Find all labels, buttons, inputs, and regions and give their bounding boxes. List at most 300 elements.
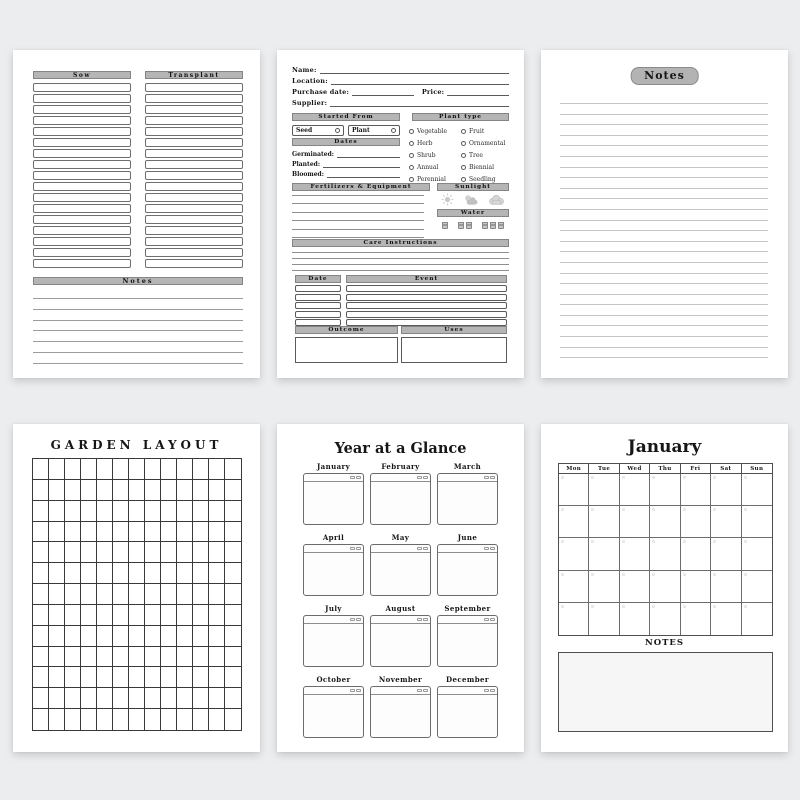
garden-grid-cell[interactable] [193,605,209,626]
entry-box[interactable] [145,149,243,158]
calendar-day-cell[interactable] [650,603,680,635]
calendar-day-cell[interactable] [559,571,589,603]
plant-type-option[interactable] [409,161,459,173]
note-line[interactable] [560,315,768,316]
garden-grid-cell[interactable] [33,605,49,626]
calendar-day-cell[interactable] [589,538,619,570]
radio-icon[interactable] [461,129,466,134]
garden-grid-cell[interactable] [81,501,97,522]
garden-grid-cell[interactable] [145,667,161,688]
calendar-day-cell[interactable] [742,603,772,635]
note-line[interactable] [33,341,243,342]
garden-grid-cell[interactable] [193,709,209,730]
radio-icon[interactable] [409,129,414,134]
uses-box[interactable] [401,337,507,363]
month-box[interactable] [437,686,498,738]
garden-grid-cell[interactable] [193,459,209,480]
garden-grid-cell[interactable] [193,667,209,688]
entry-box[interactable] [33,182,131,191]
garden-grid-cell[interactable] [97,688,113,709]
garden-grid-cell[interactable] [129,542,145,563]
garden-grid-cell[interactable] [129,480,145,501]
plant-type-option[interactable] [409,137,459,149]
garden-grid-cell[interactable] [81,709,97,730]
garden-grid-cell[interactable] [33,626,49,647]
garden-grid-cell[interactable] [49,459,65,480]
plant-type-option[interactable] [409,125,459,137]
garden-grid-cell[interactable] [33,563,49,584]
calendar-day-cell[interactable] [559,474,589,506]
garden-grid-cell[interactable] [129,459,145,480]
garden-grid-cell[interactable] [97,563,113,584]
garden-grid-cell[interactable] [33,584,49,605]
garden-grid-cell[interactable] [81,584,97,605]
garden-grid-cell[interactable] [113,709,129,730]
calendar-day-cell[interactable] [711,603,741,635]
garden-grid-cell[interactable] [225,647,241,668]
garden-grid-cell[interactable] [129,522,145,543]
radio-icon[interactable] [409,141,414,146]
date-field[interactable] [292,148,400,158]
calendar-notes-box[interactable] [558,652,773,732]
garden-grid-cell[interactable] [81,480,97,501]
note-line[interactable] [560,273,768,274]
calendar-day-cell[interactable] [620,603,650,635]
water-amount-option[interactable] [458,222,472,229]
garden-grid-cell[interactable] [193,480,209,501]
garden-grid-cell[interactable] [145,605,161,626]
garden-grid-cell[interactable] [81,542,97,563]
log-date-box[interactable] [295,311,341,318]
garden-grid-cell[interactable] [193,501,209,522]
entry-box[interactable] [145,226,243,235]
garden-grid-cell[interactable] [145,709,161,730]
entry-box[interactable] [145,171,243,180]
garden-grid-cell[interactable] [225,626,241,647]
garden-grid-cell[interactable] [65,605,81,626]
date-field[interactable] [292,158,400,168]
garden-grid-cell[interactable] [193,563,209,584]
plant-option[interactable] [348,125,400,136]
calendar-day-cell[interactable] [742,474,772,506]
entry-box[interactable] [145,248,243,257]
entry-box[interactable] [145,105,243,114]
garden-grid-cell[interactable] [33,480,49,501]
note-line[interactable] [560,294,768,295]
month-box[interactable] [303,473,364,525]
note-line[interactable] [560,135,768,136]
garden-grid-cell[interactable] [225,542,241,563]
garden-grid-cell[interactable] [97,667,113,688]
garden-grid-cell[interactable] [225,688,241,709]
note-line[interactable] [33,298,243,299]
garden-grid-cell[interactable] [145,647,161,668]
garden-grid-cell[interactable] [161,480,177,501]
garden-grid-cell[interactable] [33,647,49,668]
garden-grid-cell[interactable] [33,459,49,480]
purchase-date-field[interactable] [292,88,509,96]
garden-grid-cell[interactable] [225,522,241,543]
garden-grid-cell[interactable] [161,667,177,688]
radio-icon[interactable] [409,153,414,158]
entry-box[interactable] [33,127,131,136]
garden-grid-cell[interactable] [113,480,129,501]
garden-grid-cell[interactable] [49,501,65,522]
garden-grid-cell[interactable] [129,709,145,730]
note-line[interactable] [33,320,243,321]
name-field[interactable] [292,66,509,74]
radio-icon[interactable] [409,165,414,170]
garden-grid-cell[interactable] [161,605,177,626]
entry-box[interactable] [33,193,131,202]
calendar-day-cell[interactable] [742,506,772,538]
care-line[interactable] [292,252,509,253]
radio-icon[interactable] [461,165,466,170]
garden-grid-cell[interactable] [81,647,97,668]
garden-grid-cell[interactable] [161,688,177,709]
garden-grid-cell[interactable] [113,522,129,543]
garden-grid-cell[interactable] [145,542,161,563]
garden-grid-cell[interactable] [49,542,65,563]
cloud-icon[interactable] [487,194,505,206]
note-line[interactable] [560,347,768,348]
note-line[interactable] [560,114,768,115]
garden-grid-cell[interactable] [129,563,145,584]
garden-grid-cell[interactable] [177,709,193,730]
garden-grid-cell[interactable] [177,647,193,668]
calendar-day-cell[interactable] [742,538,772,570]
calendar-day-cell[interactable] [742,571,772,603]
garden-grid-cell[interactable] [49,626,65,647]
garden-grid-cell[interactable] [81,667,97,688]
garden-grid-cell[interactable] [33,709,49,730]
garden-grid-cell[interactable] [65,688,81,709]
calendar-day-cell[interactable] [650,506,680,538]
note-line[interactable] [560,209,768,210]
garden-grid-cell[interactable] [177,501,193,522]
note-line[interactable] [560,103,768,104]
month-box[interactable] [437,473,498,525]
entry-box[interactable] [145,116,243,125]
garden-grid-cell[interactable] [225,605,241,626]
outcome-box[interactable] [295,337,398,363]
garden-grid-cell[interactable] [65,647,81,668]
note-line[interactable] [560,220,768,221]
month-box[interactable] [370,686,431,738]
calendar-day-cell[interactable] [620,538,650,570]
note-line[interactable] [33,352,243,353]
garden-grid-cell[interactable] [177,688,193,709]
garden-grid-cell[interactable] [145,480,161,501]
calendar-day-cell[interactable] [559,603,589,635]
water-amount-option[interactable] [442,222,448,229]
garden-grid-cell[interactable] [145,501,161,522]
location-field[interactable] [292,77,509,85]
garden-grid-cell[interactable] [129,667,145,688]
care-line[interactable] [292,264,509,265]
month-box[interactable] [437,615,498,667]
garden-grid-cell[interactable] [145,688,161,709]
garden-grid-cell[interactable] [129,626,145,647]
note-line[interactable] [560,145,768,146]
fertilizer-line[interactable] [292,212,424,213]
garden-grid-cell[interactable] [129,688,145,709]
garden-grid-cell[interactable] [97,522,113,543]
garden-grid-cell[interactable] [193,688,209,709]
date-field[interactable] [292,168,400,178]
garden-grid-cell[interactable] [177,522,193,543]
garden-grid-cell[interactable] [145,522,161,543]
garden-grid-cell[interactable] [209,480,225,501]
garden-grid-cell[interactable] [161,584,177,605]
garden-grid-cell[interactable] [97,605,113,626]
log-event-box[interactable] [346,285,507,292]
calendar-day-cell[interactable] [620,571,650,603]
garden-grid-cell[interactable] [209,605,225,626]
garden-grid-cell[interactable] [161,459,177,480]
garden-grid-cell[interactable] [225,667,241,688]
entry-box[interactable] [33,160,131,169]
garden-grid-cell[interactable] [49,688,65,709]
garden-grid-cell[interactable] [209,688,225,709]
calendar-day-cell[interactable] [589,474,619,506]
month-box[interactable] [370,615,431,667]
garden-grid-cell[interactable] [65,480,81,501]
garden-grid-cell[interactable] [113,667,129,688]
partly-cloudy-icon[interactable] [462,193,478,206]
calendar-day-cell[interactable] [589,506,619,538]
garden-grid-cell[interactable] [177,605,193,626]
plant-type-option[interactable] [461,149,511,161]
fertilizer-line[interactable] [292,203,424,204]
note-line[interactable] [560,156,768,157]
garden-grid-cell[interactable] [161,563,177,584]
garden-grid-cell[interactable] [65,667,81,688]
garden-grid-cell[interactable] [33,522,49,543]
garden-grid-cell[interactable] [177,459,193,480]
entry-box[interactable] [145,193,243,202]
entry-box[interactable] [33,204,131,213]
log-date-box[interactable] [295,285,341,292]
month-box[interactable] [303,544,364,596]
entry-box[interactable] [145,215,243,224]
garden-grid-cell[interactable] [97,584,113,605]
input-line[interactable] [323,161,400,168]
garden-grid-cell[interactable] [113,542,129,563]
calendar-day-cell[interactable] [620,506,650,538]
month-box[interactable] [303,615,364,667]
calendar-day-cell[interactable] [681,506,711,538]
calendar-day-cell[interactable] [711,474,741,506]
garden-grid-cell[interactable] [209,647,225,668]
calendar-day-cell[interactable] [559,538,589,570]
garden-grid-cell[interactable] [129,605,145,626]
entry-box[interactable] [33,215,131,224]
garden-grid-cell[interactable] [97,459,113,480]
note-line[interactable] [560,230,768,231]
garden-grid-cell[interactable] [97,626,113,647]
calendar-day-cell[interactable] [589,603,619,635]
entry-box[interactable] [33,116,131,125]
garden-grid-cell[interactable] [113,563,129,584]
garden-grid-cell[interactable] [49,647,65,668]
garden-grid-cell[interactable] [49,584,65,605]
plant-type-option[interactable] [461,161,511,173]
garden-grid-cell[interactable] [33,688,49,709]
fertilizer-line[interactable] [292,237,424,238]
garden-grid-cell[interactable] [81,688,97,709]
garden-grid-cell[interactable] [49,522,65,543]
garden-grid-cell[interactable] [113,605,129,626]
garden-grid-cell[interactable] [161,542,177,563]
entry-box[interactable] [33,237,131,246]
garden-layout-grid[interactable] [32,458,242,731]
calendar-day-cell[interactable] [559,506,589,538]
note-line[interactable] [560,198,768,199]
purchase-date-input-line[interactable] [352,89,414,96]
log-event-box[interactable] [346,302,507,309]
garden-grid-cell[interactable] [129,584,145,605]
garden-grid-cell[interactable] [209,501,225,522]
garden-grid-cell[interactable] [225,563,241,584]
input-line[interactable] [337,151,400,158]
name-input-line[interactable] [320,67,509,74]
entry-box[interactable] [33,94,131,103]
garden-grid-cell[interactable] [161,522,177,543]
note-line[interactable] [560,283,768,284]
calendar-day-cell[interactable] [711,506,741,538]
garden-grid-cell[interactable] [33,501,49,522]
garden-grid-cell[interactable] [65,563,81,584]
garden-grid-cell[interactable] [177,584,193,605]
radio-icon[interactable] [335,128,340,133]
garden-grid-cell[interactable] [49,709,65,730]
month-box[interactable] [370,473,431,525]
garden-grid-cell[interactable] [49,667,65,688]
garden-grid-cell[interactable] [161,709,177,730]
garden-grid-cell[interactable] [65,522,81,543]
calendar-day-cell[interactable] [681,571,711,603]
garden-grid-cell[interactable] [145,563,161,584]
radio-icon[interactable] [409,177,414,182]
garden-grid-cell[interactable] [113,584,129,605]
log-date-box[interactable] [295,294,341,301]
log-event-box[interactable] [346,294,507,301]
garden-grid-cell[interactable] [97,480,113,501]
fertilizer-line[interactable] [292,220,424,221]
garden-grid-cell[interactable] [161,647,177,668]
entry-box[interactable] [145,204,243,213]
garden-grid-cell[interactable] [225,709,241,730]
garden-grid-cell[interactable] [65,501,81,522]
radio-icon[interactable] [391,128,396,133]
note-line[interactable] [560,241,768,242]
garden-grid-cell[interactable] [209,584,225,605]
note-line[interactable] [560,262,768,263]
garden-grid-cell[interactable] [65,709,81,730]
garden-grid-cell[interactable] [97,709,113,730]
garden-grid-cell[interactable] [65,459,81,480]
garden-grid-cell[interactable] [113,459,129,480]
calendar-day-cell[interactable] [681,603,711,635]
garden-grid-cell[interactable] [193,522,209,543]
garden-grid-cell[interactable] [97,542,113,563]
garden-grid-cell[interactable] [97,501,113,522]
garden-grid-cell[interactable] [225,480,241,501]
entry-box[interactable] [33,248,131,257]
garden-grid-cell[interactable] [81,459,97,480]
garden-grid-cell[interactable] [209,667,225,688]
month-box[interactable] [370,544,431,596]
radio-icon[interactable] [461,177,466,182]
log-date-box[interactable] [295,302,341,309]
month-box[interactable] [437,544,498,596]
garden-grid-cell[interactable] [209,522,225,543]
calendar-day-cell[interactable] [589,571,619,603]
garden-grid-cell[interactable] [81,563,97,584]
garden-grid-cell[interactable] [161,626,177,647]
note-line[interactable] [33,330,243,331]
note-line[interactable] [33,363,243,364]
garden-grid-cell[interactable] [81,522,97,543]
garden-grid-cell[interactable] [177,480,193,501]
location-input-line[interactable] [331,78,509,85]
entry-box[interactable] [33,259,131,268]
radio-icon[interactable] [461,153,466,158]
note-line[interactable] [33,309,243,310]
garden-grid-cell[interactable] [193,584,209,605]
garden-grid-cell[interactable] [177,626,193,647]
garden-grid-cell[interactable] [33,542,49,563]
price-input-line[interactable] [447,89,509,96]
garden-grid-cell[interactable] [65,542,81,563]
radio-icon[interactable] [461,141,466,146]
plant-type-option[interactable] [409,149,459,161]
fertilizer-line[interactable] [292,229,424,230]
garden-grid-cell[interactable] [81,605,97,626]
garden-grid-cell[interactable] [49,605,65,626]
calendar-day-cell[interactable] [711,538,741,570]
calendar-day-cell[interactable] [681,538,711,570]
note-line[interactable] [560,167,768,168]
garden-grid-cell[interactable] [65,626,81,647]
entry-box[interactable] [145,160,243,169]
note-line[interactable] [560,336,768,337]
garden-grid-cell[interactable] [193,542,209,563]
note-line[interactable] [560,251,768,252]
garden-grid-cell[interactable] [113,501,129,522]
garden-grid-cell[interactable] [225,459,241,480]
sun-icon[interactable] [441,193,454,206]
garden-grid-cell[interactable] [209,459,225,480]
plant-type-option[interactable] [461,125,511,137]
seed-option[interactable] [292,125,344,136]
garden-grid-cell[interactable] [129,501,145,522]
entry-box[interactable] [145,182,243,191]
garden-grid-cell[interactable] [177,667,193,688]
note-line[interactable] [560,124,768,125]
note-line[interactable] [560,357,768,358]
entry-box[interactable] [33,83,131,92]
supplier-input-line[interactable] [330,100,509,107]
note-line[interactable] [560,188,768,189]
supplier-field[interactable] [292,99,509,107]
garden-grid-cell[interactable] [49,480,65,501]
garden-grid-cell[interactable] [113,626,129,647]
fertilizer-line[interactable] [292,195,424,196]
garden-grid-cell[interactable] [49,563,65,584]
entry-box[interactable] [145,237,243,246]
